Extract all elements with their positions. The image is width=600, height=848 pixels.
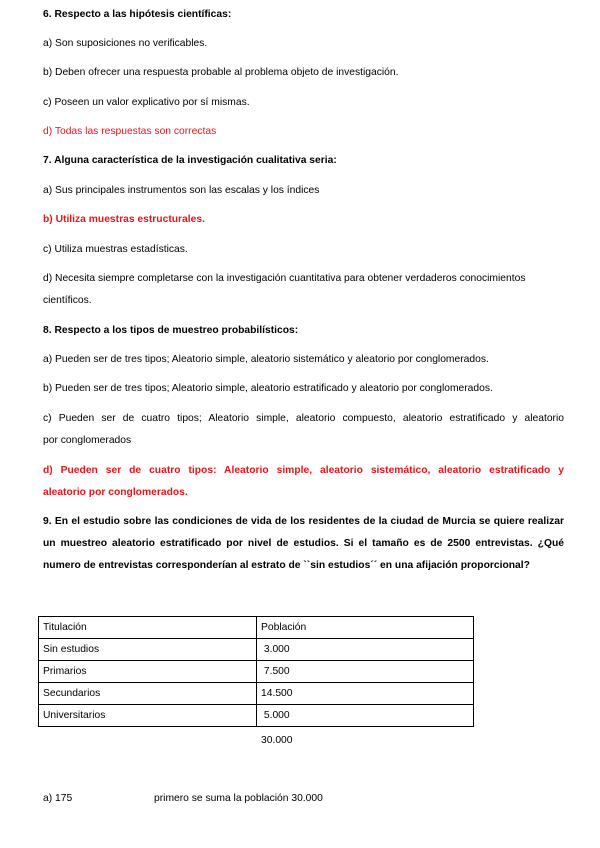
q7-option-d-line2: científicos.	[43, 295, 92, 306]
table-cell-titulacion: Sin estudios	[39, 639, 257, 661]
table-row	[39, 661, 474, 683]
table-total: 30.000	[261, 735, 293, 746]
table-header-row	[39, 617, 474, 639]
q7-option-a: a) Sus principales instrumentos son las escalas y los índices	[43, 185, 320, 196]
table-cell-titulacion: Secundarios	[39, 683, 257, 705]
table-cell-titulacion: Primarios	[39, 661, 257, 683]
q7-option-b-correct: b) Utiliza muestras estructurales.	[43, 214, 205, 225]
q8-option-d-line2-correct: aleatorio por conglomerados.	[43, 487, 188, 498]
table-cell-poblacion: 3.000	[257, 639, 474, 661]
q8-option-a: a) Pueden ser de tres tipos; Aleatorio simple, aleatorio sistemático y aleatorio por conglomerados.	[43, 354, 489, 365]
table-row	[39, 705, 474, 727]
q6-option-c: c) Poseen un valor explicativo por sí mismas.	[43, 97, 250, 108]
table-row	[39, 639, 474, 661]
question-9-line3: numero de entrevistas corresponderían al estrato de ``sin estudios´´ en una afijación proporcional?	[43, 560, 530, 571]
question-9-line2: un muestreo aleatorio estratificado por nivel de estudios. Si el tamaño es de 2500 entrevistas. ¿Qué	[43, 538, 564, 549]
q8-option-b: b) Pueden ser de tres tipos; Aleatorio simple, aleatorio estratificado y aleatorio por conglomerados.	[43, 383, 493, 394]
table-cell-poblacion: 5.000	[257, 705, 474, 727]
population-table	[38, 616, 474, 727]
q7-option-d-line1: d) Necesita siempre completarse con la investigación cuantitativa para obtener verdaderos conocimientos	[43, 273, 526, 284]
table-cell-poblacion: 14.500	[257, 683, 474, 705]
answer-label: a) 175	[43, 793, 73, 804]
q7-option-c: c) Utiliza muestras estadísticas.	[43, 244, 188, 255]
q6-option-a: a) Son suposiciones no verificables.	[43, 38, 208, 49]
question-9-line1: 9. En el estudio sobre las condiciones de vida de los residentes de la ciudad de Murcia se quiere realizar	[43, 516, 564, 527]
table-cell-titulacion: Universitarios	[39, 705, 257, 727]
q6-option-d-correct: d) Todas las respuestas son correctas	[43, 126, 217, 137]
table-cell-poblacion: 7.500	[257, 661, 474, 683]
question-6-title: 6. Respecto a las hipótesis científicas:	[43, 9, 232, 20]
table-header-titulacion: Titulación	[39, 617, 257, 639]
answer-note: primero se suma la población 30.000	[154, 793, 323, 804]
question-8-title: 8. Respecto a los tipos de muestreo probabilísticos:	[43, 325, 299, 336]
q6-option-b: b) Deben ofrecer una respuesta probable al problema objeto de investigación.	[43, 67, 399, 78]
table-row	[39, 683, 474, 705]
q8-option-c-line2: por conglomerados	[43, 435, 132, 446]
table-header-poblacion: Población	[257, 617, 474, 639]
q8-option-c-line1: c) Pueden ser de cuatro tipos; Aleatorio simple, aleatorio compuesto, aleatorio estratificado y aleatorio	[43, 413, 564, 424]
q8-option-d-line1-correct: d) Pueden ser de cuatro tipos: Aleatorio simple, aleatorio sistemático, aleatorio estratificado y	[43, 465, 564, 476]
question-7-title: 7. Alguna característica de la investigación cualitativa seria:	[43, 155, 337, 166]
